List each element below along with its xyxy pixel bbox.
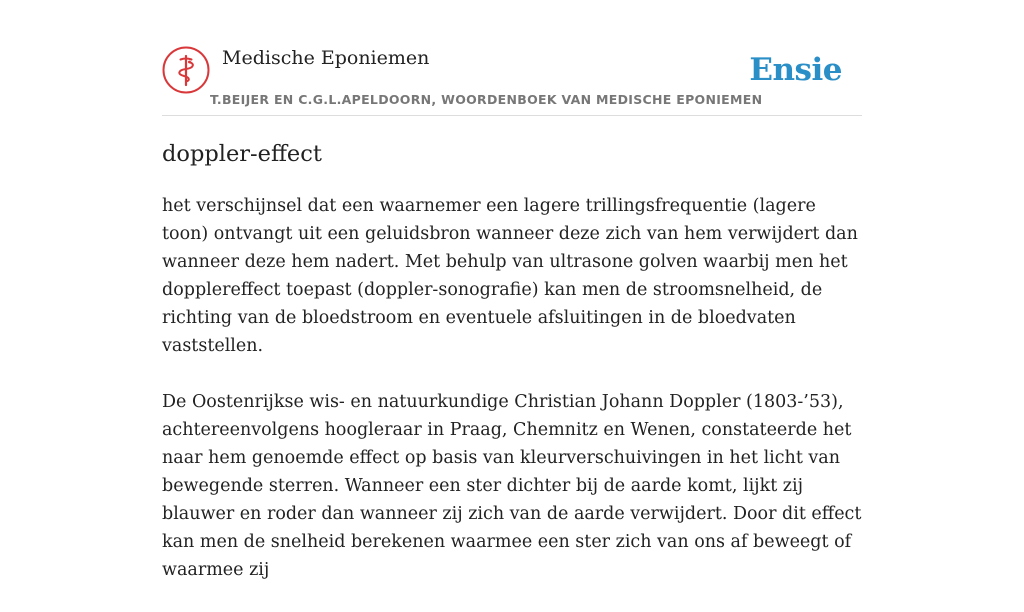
- entry-body: [162, 192, 866, 612]
- source-title[interactable]: Medische Eponiemen: [222, 47, 430, 69]
- caduceus-icon: [162, 46, 210, 94]
- source-subtitle: T.BEIJER EN C.G.L.APELDOORN, WOORDENBOEK VAN MEDISCHE EPONIEMEN: [210, 92, 763, 107]
- entry-term: doppler-effect: [162, 141, 322, 167]
- source-header: [162, 46, 862, 116]
- entry-paragraph: het verschijnsel dat een waarnemer een lagere trillingsfrequentie (lagere toon) ontvangt uit een geluidsbron wanneer deze zich van hem verwijdert dan wanneer deze hem nadert. Met behulp van ultrasone golven waarbij men het dopplereffect toepast (doppler-sonografie) kan men de stroomsnelheid, de richting van de bloedstroom en eventuele afsluitingen in de bloedvaten vaststellen.: [162, 196, 858, 356]
- brand-logo[interactable]: Ensie: [749, 52, 842, 88]
- entry-paragraph: De Oostenrijkse wis- en natuurkundige Christian Johann Doppler (1803-’53), achtereenvolgens hoogleraar in Praag, Chemnitz en Wenen, constateerde het naar hem genoemde effect op basis van kleurverschuivingen in het licht van bewegende sterren. Wanneer een ster dichter bij de aarde komt, lijkt zij blauwer en roder dan wanneer zij zich van de aarde verwijdert. Door dit effect kan men de snelheid berekenen waarmee een ster zich van ons af beweegt of waarmee zij: [162, 392, 862, 580]
